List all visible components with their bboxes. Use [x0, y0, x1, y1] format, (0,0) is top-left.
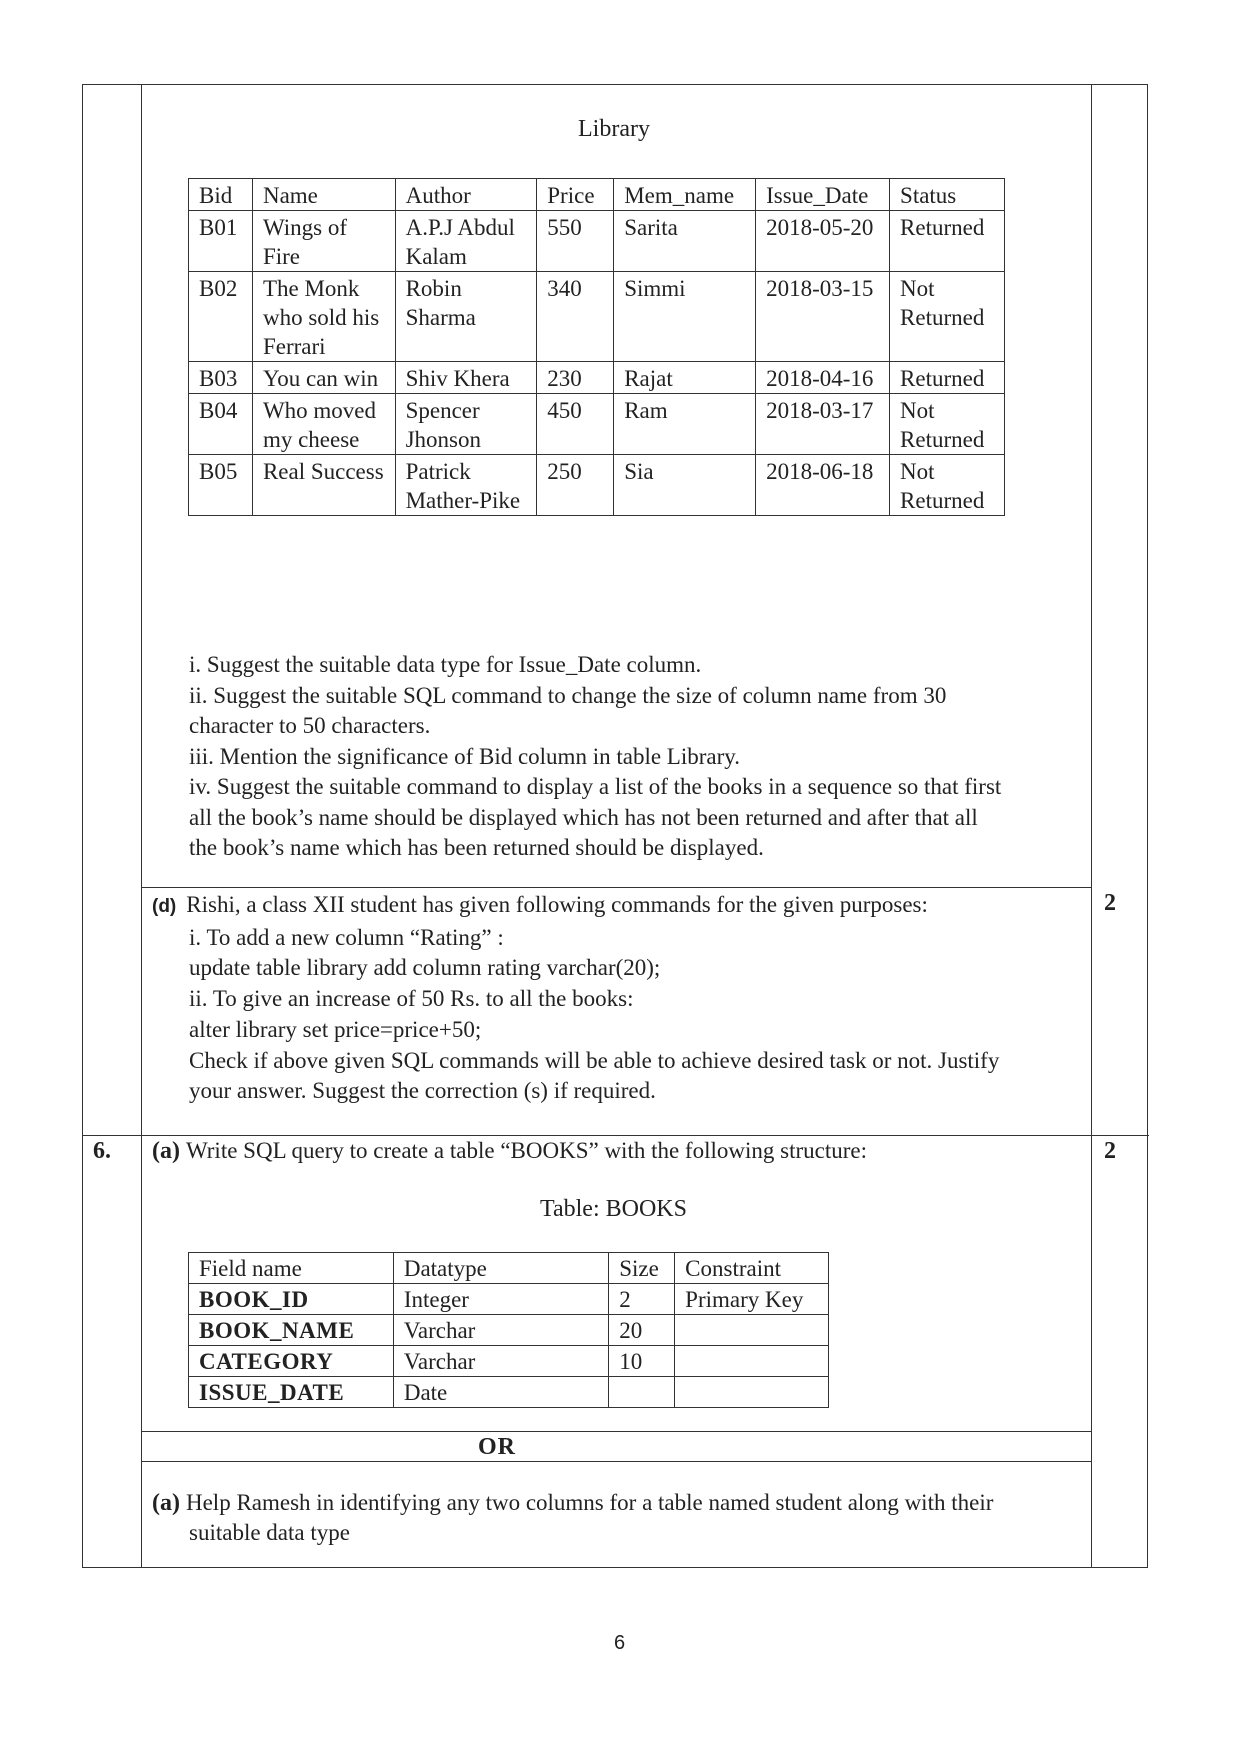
table-cell: [675, 1346, 829, 1377]
table-cell: Varchar: [393, 1315, 608, 1346]
question-d-line: Check if above given SQL commands will be able to achieve desired task or not. Justify: [189, 1047, 1000, 1073]
books-structure-table: [188, 1252, 829, 1408]
table-cell: BOOK_NAME: [189, 1315, 394, 1346]
question-6a-text: Write SQL query to create a table “BOOKS” with the following structure:: [185, 1138, 867, 1163]
table-row: [189, 362, 1005, 394]
table-cell: 2: [609, 1284, 675, 1315]
question-6a-alternative: [152, 1488, 1087, 1548]
table-row: [189, 1315, 829, 1346]
divider-qnum-column: [141, 85, 142, 1567]
divider-c-d: [141, 887, 1091, 888]
table-header-cell: Bid: [189, 179, 253, 211]
divider-or-top: [141, 1431, 1091, 1432]
table-cell: Shiv Khera: [395, 362, 537, 394]
table-row: [189, 394, 1005, 455]
table-header-cell: Price: [537, 179, 614, 211]
table-cell: Date: [393, 1377, 608, 1408]
table-header-cell: Status: [890, 179, 1005, 211]
question-c-line: the book’s name which has been returned should be displayed.: [189, 835, 764, 860]
library-table: [188, 178, 1005, 516]
table-header-cell: Name: [252, 179, 395, 211]
table-cell: Real Success: [252, 455, 395, 516]
library-table-title: Library: [578, 116, 650, 142]
question-6a-label: (a): [152, 1138, 180, 1164]
table-cell: You can win: [252, 362, 395, 394]
question-c-line: all the book’s name should be displayed which has not been returned and after that all: [189, 804, 978, 830]
table-cell: A.P.J Abdul Kalam: [395, 211, 537, 272]
books-table-title: Table: BOOKS: [540, 1196, 687, 1222]
question-d-line: update table library add column rating varchar(20);: [189, 955, 661, 981]
table-header-cell: Constraint: [675, 1253, 829, 1284]
question-c-line: character to 50 characters.: [189, 713, 431, 738]
table-row: [189, 272, 1005, 362]
table-cell: 2018-03-17: [756, 394, 890, 455]
table-header-cell: Datatype: [393, 1253, 608, 1284]
question-d-line: alter library set price=price+50;: [189, 1016, 482, 1042]
table-cell: Sarita: [614, 211, 756, 272]
or-separator: OR: [478, 1434, 516, 1460]
table-row: [189, 1377, 829, 1408]
table-cell: Not Returned: [890, 394, 1005, 455]
table-cell: The Monk who sold his Ferrari: [252, 272, 395, 362]
table-header-cell: Size: [609, 1253, 675, 1284]
table-cell: 550: [537, 211, 614, 272]
divider-marks-column: [1091, 85, 1092, 1567]
table-row: [189, 1346, 829, 1377]
question-d-line: Rishi, a class XII student has given following commands for the given purposes:: [186, 892, 928, 917]
table-header-cell: Field name: [189, 1253, 394, 1284]
table-cell: ISSUE_DATE: [189, 1377, 394, 1408]
table-cell: 250: [537, 455, 614, 516]
question-d-marks: 2: [1104, 890, 1116, 916]
divider-or-bottom: [141, 1461, 1091, 1462]
question-6-marks: 2: [1104, 1138, 1116, 1164]
table-cell: Who moved my cheese: [252, 394, 395, 455]
table-cell: [609, 1377, 675, 1408]
table-cell: B01: [189, 211, 253, 272]
question-c-line: i. Suggest the suitable data type for Issue_Date column.: [189, 652, 702, 677]
table-cell: B02: [189, 272, 253, 362]
question-c-line: ii. Suggest the suitable SQL command to change the size of column name from 30: [189, 682, 947, 708]
table-row: [189, 1284, 829, 1315]
table-cell: Simmi: [614, 272, 756, 362]
table-cell: Varchar: [393, 1346, 608, 1377]
table-cell: Primary Key: [675, 1284, 829, 1315]
question-d-label: (d): [152, 896, 177, 917]
question-6a-alt-label: (a): [152, 1490, 180, 1516]
table-cell: 340: [537, 272, 614, 362]
page-number: 6: [614, 1632, 626, 1654]
question-6a-alt-line: suitable data type: [189, 1520, 350, 1545]
table-cell: 230: [537, 362, 614, 394]
table-cell: Patrick Mather-Pike: [395, 455, 537, 516]
table-header-row: [189, 1253, 829, 1284]
question-6-number: 6.: [93, 1138, 111, 1164]
table-cell: 2018-06-18: [756, 455, 890, 516]
question-c-line: iii. Mention the significance of Bid column in table Library.: [189, 743, 741, 769]
table-cell: Returned: [890, 362, 1005, 394]
table-cell: Wings of Fire: [252, 211, 395, 272]
table-cell: B05: [189, 455, 253, 516]
question-6a-alt-line: Help Ramesh in identifying any two columns for a table named student along with their: [185, 1490, 994, 1515]
table-cell: 2018-05-20: [756, 211, 890, 272]
question-d-line: i. To add a new column “Rating” :: [189, 924, 504, 950]
table-cell: Rajat: [614, 362, 756, 394]
question-c-line: iv. Suggest the suitable command to display a list of the books in a sequence so that first: [189, 774, 1002, 799]
question-c-subparts: [189, 650, 1084, 864]
table-cell: CATEGORY: [189, 1346, 394, 1377]
table-cell: BOOK_ID: [189, 1284, 394, 1315]
table-header-cell: Author: [395, 179, 537, 211]
table-cell: Returned: [890, 211, 1005, 272]
table-cell: [675, 1377, 829, 1408]
table-row: [189, 211, 1005, 272]
question-6a: [152, 1138, 867, 1165]
table-cell: 450: [537, 394, 614, 455]
table-cell: Ram: [614, 394, 756, 455]
question-d-line: your answer. Suggest the correction (s) if required.: [189, 1078, 656, 1104]
question-d: [152, 890, 1087, 1107]
table-cell: 10: [609, 1346, 675, 1377]
table-cell: 2018-03-15: [756, 272, 890, 362]
table-cell: Integer: [393, 1284, 608, 1315]
table-header-row: [189, 179, 1005, 211]
table-header-cell: Issue_Date: [756, 179, 890, 211]
table-cell: Spencer Jhonson: [395, 394, 537, 455]
table-cell: Sia: [614, 455, 756, 516]
table-cell: Not Returned: [890, 455, 1005, 516]
table-cell: [675, 1315, 829, 1346]
table-cell: 2018-04-16: [756, 362, 890, 394]
table-row: [189, 455, 1005, 516]
table-cell: 20: [609, 1315, 675, 1346]
table-cell: Not Returned: [890, 272, 1005, 362]
table-cell: Robin Sharma: [395, 272, 537, 362]
table-cell: B04: [189, 394, 253, 455]
divider-q5-q6: [83, 1135, 1149, 1136]
table-cell: B03: [189, 362, 253, 394]
question-d-line: ii. To give an increase of 50 Rs. to all the books:: [189, 986, 634, 1012]
table-header-cell: Mem_name: [614, 179, 756, 211]
